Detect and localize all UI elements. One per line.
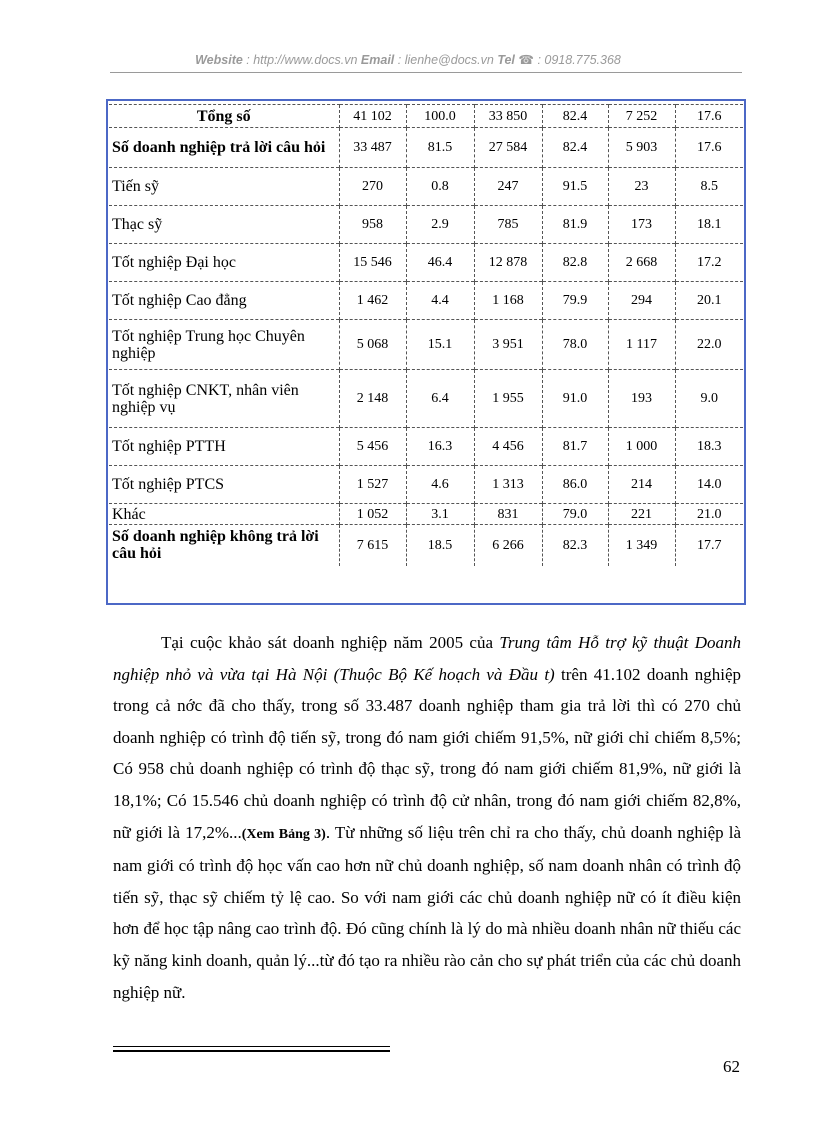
table-row	[109, 320, 743, 370]
table-row	[109, 504, 743, 525]
tel-value: : 0918.775.368	[533, 53, 621, 67]
table-row	[109, 206, 743, 244]
table-cell: 81.5	[406, 128, 474, 168]
body-paragraph	[113, 627, 741, 1008]
table-cell: 831	[474, 504, 542, 525]
table-cell: 20.1	[675, 282, 743, 320]
row-label: Khác	[109, 504, 339, 525]
table-cell: 22.0	[675, 320, 743, 370]
table-cell: 1 527	[339, 466, 406, 504]
table-cell: 4 456	[474, 428, 542, 466]
paragraph-part2: trên 41.102 doanh nghiệp trong cả nớc đã cho thấy, trong số 33.487 doanh nghiệp tham gia trả lời thì có 270 chủ doanh nghiệp có trình độ tiến sỹ, trong đó nam giới chiếm 91,5%, nữ giới chỉ chiếm 8,5%; Có 958 chủ doanh nghiệp có trình độ thạc sỹ, trong đó nam giới chiếm 81,9%, nữ giới là 18,1%; Có 15.546 chủ doanh nghiệp có trình độ cử nhân, trong đó nam giới chiếm 82,8%, nữ giới là 17,2%...	[113, 664, 741, 842]
table-cell: 4.4	[406, 282, 474, 320]
row-label: Số doanh nghiệp không trả lời câu hỏi	[109, 525, 339, 566]
table-cell: 21.0	[675, 504, 743, 525]
table-cell: 91.0	[542, 370, 608, 428]
table-cell: 7 252	[608, 105, 675, 128]
paragraph-part1: Tại cuộc khảo sát doanh nghiệp năm 2005 của	[161, 633, 500, 652]
table-cell: 16.3	[406, 428, 474, 466]
row-label: Tổng số	[109, 105, 339, 128]
table-cell: 221	[608, 504, 675, 525]
page-header	[0, 52, 816, 67]
table-cell: 15.1	[406, 320, 474, 370]
table-cell: 4.6	[406, 466, 474, 504]
row-label: Tốt nghiệp PTCS	[109, 466, 339, 504]
footer-rule	[113, 1046, 390, 1047]
table-cell: 86.0	[542, 466, 608, 504]
table-cell: 12 878	[474, 244, 542, 282]
table-cell: 785	[474, 206, 542, 244]
table-cell: 78.0	[542, 320, 608, 370]
footer-rule-thick	[113, 1050, 390, 1052]
table-cell: 2 668	[608, 244, 675, 282]
table-cell: 33 487	[339, 128, 406, 168]
table-row	[109, 428, 743, 466]
table-cell: 81.7	[542, 428, 608, 466]
table-cell: 33 850	[474, 105, 542, 128]
table-cell: 1 052	[339, 504, 406, 525]
table-cell: 9.0	[675, 370, 743, 428]
table-cell: 81.9	[542, 206, 608, 244]
table-cell: 1 117	[608, 320, 675, 370]
table-cell: 15 546	[339, 244, 406, 282]
table-cell: 5 903	[608, 128, 675, 168]
table-cell: 18.1	[675, 206, 743, 244]
table-row	[109, 282, 743, 320]
email-value: : lienhe@docs.vn	[394, 53, 498, 67]
website-value: : http://www.docs.vn	[242, 53, 361, 67]
table-cell: 958	[339, 206, 406, 244]
table-cell: 79.0	[542, 504, 608, 525]
table-cell: 17.2	[675, 244, 743, 282]
table-cell: 0.8	[406, 168, 474, 206]
table-row	[109, 128, 743, 168]
table-cell: 17.7	[675, 525, 743, 566]
page-number: 62	[723, 1057, 740, 1076]
table-cell: 1 462	[339, 282, 406, 320]
paragraph-italic-source: Trung tâm Hỗ trợ kỹ thuật Doanh nghiệp nhỏ và vừa tại Hà Nội (Thuộc Bộ Kế hoạch và Đầu t)	[113, 633, 741, 684]
table-cell: 1 349	[608, 525, 675, 566]
table-cell: 1 955	[474, 370, 542, 428]
table-cell: 3 951	[474, 320, 542, 370]
row-label: Tốt nghiệp PTTH	[109, 428, 339, 466]
table-cell: 41 102	[339, 105, 406, 128]
table-row	[109, 525, 743, 566]
row-label: Số doanh nghiệp trả lời câu hỏi	[109, 128, 339, 168]
table-cell: 91.5	[542, 168, 608, 206]
email-label: Email	[360, 53, 395, 67]
table-cell: 14.0	[675, 466, 743, 504]
table-cell: 270	[339, 168, 406, 206]
table-row	[109, 244, 743, 282]
website-label: Website	[195, 53, 243, 67]
table-cell: 18.3	[675, 428, 743, 466]
tel-label: Tel	[497, 53, 515, 67]
table-cell: 82.4	[542, 105, 608, 128]
table-cell: 18.5	[406, 525, 474, 566]
table-cell: 247	[474, 168, 542, 206]
table-cell: 214	[608, 466, 675, 504]
table-cell: 2 148	[339, 370, 406, 428]
table-cell: 27 584	[474, 128, 542, 168]
table-cell: 23	[608, 168, 675, 206]
table-cell: 82.8	[542, 244, 608, 282]
row-label: Tốt nghiệp Đại học	[109, 244, 339, 282]
row-label: Tốt nghiệp Trung học Chuyên nghiệp	[109, 320, 339, 370]
table-cell: 6.4	[406, 370, 474, 428]
table-cell: 294	[608, 282, 675, 320]
table-cell: 6 266	[474, 525, 542, 566]
table-row	[109, 370, 743, 428]
education-statistics-table	[109, 104, 743, 566]
table-reference: (Xem Bảng 3)	[241, 826, 326, 842]
table-cell: 17.6	[675, 105, 743, 128]
row-label: Tốt nghiệp CNKT, nhân viên nghiệp vụ	[109, 370, 339, 428]
table-cell: 5 068	[339, 320, 406, 370]
telephone-icon: ☎	[518, 53, 534, 67]
table-cell: 5 456	[339, 428, 406, 466]
table-cell: 3.1	[406, 504, 474, 525]
paragraph-part3: . Từ những số liệu trên chỉ ra cho thấy, chủ doanh nghiệp là nam giới có trình độ học vấn cao hơn nữ chủ doanh nghiệp, số nam doanh nhân có trình độ tiến sỹ, thạc sỹ chiếm tỷ lệ cao. So với nam giới các chủ doanh nghiệp nữ có ít điều kiện hơn để học tập nâng cao trình độ. Đó cũng chính là lý do mà nhiều doanh nhân nữ thiếu các kỹ năng kinh doanh, quản lý...từ đó tạo ra nhiều rào cản cho sự phát triển của các chủ doanh nghiệp nữ.	[113, 822, 741, 1002]
table-cell: 82.3	[542, 525, 608, 566]
header-divider	[110, 72, 742, 73]
table-cell: 46.4	[406, 244, 474, 282]
row-label: Tốt nghiệp Cao đẳng	[109, 282, 339, 320]
table-cell: 79.9	[542, 282, 608, 320]
table-cell: 17.6	[675, 128, 743, 168]
table-row	[109, 466, 743, 504]
table-row	[109, 168, 743, 206]
table-cell: 1 168	[474, 282, 542, 320]
row-label: Thạc sỹ	[109, 206, 339, 244]
table-cell: 193	[608, 370, 675, 428]
table-row	[109, 105, 743, 128]
statistics-table-frame	[106, 99, 746, 605]
table-cell: 82.4	[542, 128, 608, 168]
table-cell: 8.5	[675, 168, 743, 206]
table-cell: 7 615	[339, 525, 406, 566]
table-cell: 1 000	[608, 428, 675, 466]
table-cell: 1 313	[474, 466, 542, 504]
table-cell: 2.9	[406, 206, 474, 244]
row-label: Tiến sỹ	[109, 168, 339, 206]
table-cell: 173	[608, 206, 675, 244]
table-cell: 100.0	[406, 105, 474, 128]
